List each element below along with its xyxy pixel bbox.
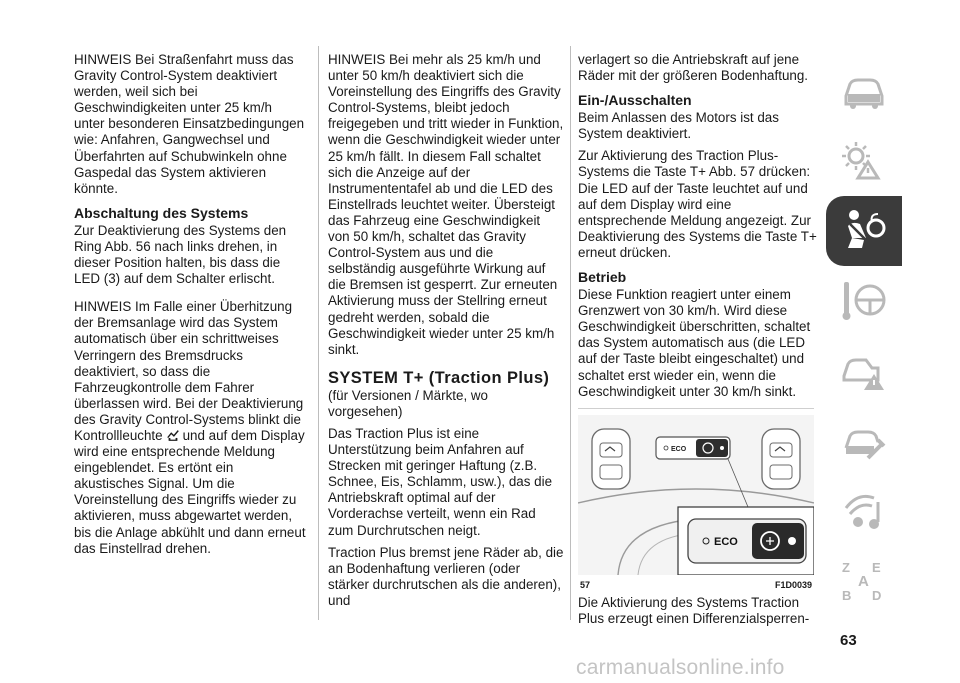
body-paragraph-start: Beim Anlassen des Motors ist das System deaktiviert. bbox=[578, 110, 779, 142]
column-divider-1 bbox=[318, 46, 319, 620]
figure-57 bbox=[578, 408, 814, 595]
note-paragraph-overheat bbox=[74, 299, 306, 557]
section-heading-traction-plus: SYSTEM T+ (Traction Plus) bbox=[328, 368, 550, 387]
chapter-sidebar bbox=[826, 56, 902, 616]
warning-lights-icon bbox=[838, 134, 890, 186]
chapter-tab-multimedia[interactable] bbox=[826, 476, 902, 546]
figure-code: F1D0039 bbox=[774, 579, 812, 590]
chapter-tab-starting-driving[interactable] bbox=[826, 266, 902, 336]
gravity-control-warning-icon bbox=[166, 428, 180, 442]
site-watermark: carmanualsonline.info bbox=[576, 656, 785, 679]
chapter-tab-emergency[interactable] bbox=[826, 336, 902, 406]
svg-text:E: E bbox=[872, 560, 881, 575]
chapter-tab-index[interactable] bbox=[826, 546, 902, 616]
key-steering-icon bbox=[838, 274, 890, 326]
body-paragraph-intro: Das Traction Plus ist eine Unterstützung beim Anfahren auf Strecken mit geringer Haftung (z.B. Schnee, Eis, Schlamm, usw.), das die Antriebskraft optimal auf der Vorderachse verteilt, wenn ein Rad zum Durchrutschen neigt. bbox=[328, 425, 553, 538]
chapter-tab-warning-lights[interactable] bbox=[826, 126, 902, 196]
page-number: 63 bbox=[840, 632, 857, 649]
chapter-tab-maintenance[interactable] bbox=[826, 406, 902, 476]
text-column-3 bbox=[578, 52, 818, 633]
body-paragraph-continued: verlagert so die Antriebskraft auf jene Räder mit der größeren Bodenhaftung. bbox=[578, 52, 809, 84]
note-text-part-2: und auf dem Display wird eine entsprechende Meldung eingeblendet. Es ertönt ein akustisches Signal. Um die Voreinstellung des Eingriffs wieder zu aktivieren, muss abgewartet werden, bis die Anlage abkühlt und dann erneut das Einstellrad drehen. bbox=[74, 427, 306, 556]
traction-button-illustration bbox=[578, 415, 814, 575]
text-column-1 bbox=[74, 52, 306, 563]
svg-text:B: B bbox=[842, 588, 852, 603]
body-paragraph-activation: Zur Aktivierung des Traction Plus-Systems die Taste T+ Abb. 57 drücken: Die LED auf der Taste leuchtet auf und auf dem Display wird eine entsprechende Meldung angezeigt. Zur Deaktivierung des Systems die Taste T+ erneut drücken. bbox=[578, 148, 817, 260]
body-paragraph-braking: Traction Plus bremst jene Räder ab, die an Bodenhaftung verlieren (oder stärker durchrutschen als die anderen), und bbox=[328, 544, 564, 608]
figure-number: 57 bbox=[580, 579, 591, 590]
note-paragraph: HINWEIS Bei Straßenfahrt muss das Gravity Control-System deaktiviert werden, weil sich bei Geschwindigkeiten unter 25 km/h unter besonderen Einsatzbedingungen wie: Anfahren, Gangwechsel und Überfahrten auf Schubwinkeln ohne Gaspedal das System aktivieren könnte. bbox=[74, 52, 305, 196]
section-heading-deactivation: Abschaltung des Systems bbox=[74, 204, 249, 221]
breakdown-icon bbox=[838, 344, 890, 396]
section-heading-operation: Betrieb bbox=[578, 269, 627, 286]
seatbelt-airbag-icon bbox=[838, 204, 890, 256]
chapter-tab-safety[interactable] bbox=[826, 196, 902, 266]
eco-label-small: ECO bbox=[671, 445, 687, 453]
svg-text:Z: Z bbox=[842, 560, 850, 575]
section-heading-on-off: Ein-/Ausschalten bbox=[578, 92, 692, 109]
column-divider-2 bbox=[570, 46, 571, 620]
chapter-tab-car[interactable] bbox=[826, 56, 902, 126]
multimedia-icon bbox=[838, 484, 890, 536]
index-icon bbox=[838, 554, 890, 606]
car-icon bbox=[838, 64, 890, 116]
svg-text:A: A bbox=[858, 573, 869, 590]
eco-label-large: ECO bbox=[714, 535, 738, 548]
note-paragraph-speed: HINWEIS Bei mehr als 25 km/h und unter 50 km/h deaktiviert sich die Voreinstellung des Eingriffs des Gravity Control-Systems, bleibt jedoch freigegeben und tritt wieder in Funktion, wenn die Geschwindigkeit wieder unter 25 km/h fällt. In diesem Fall schaltet sich die Anzeige auf der Instrumententafel ab und die LED des Einstellrads leuchtet weiter. Übersteigt das Fahrzeug eine Geschwindigkeit von 50 km/h, schaltet das Gravity Control-System aus und die selbständig ausgeführte Wirkung auf die Bremsen ist gesperrt. Zur erneuten Aktivierung muss der Stellring erneut gedreht werden, sobald die Geschwindigkeit wieder unter 25 km/h sinkt. bbox=[328, 52, 564, 357]
body-paragraph-differential: Die Aktivierung des Systems Traction Plus erzeugt einen Differenzialsperren- bbox=[578, 594, 810, 626]
text-column-2 bbox=[328, 52, 564, 615]
note-text-part-1: HINWEIS Im Falle einer Überhitzung der Bremsanlage wird das System automatisch über ein schrittweises Verringern des Bremsdrucks deaktiviert, so dass die Fahrzeugkontrolle dem Fahrer überlassen wird. Bei der Deaktivierung des Gravity Control-Systems blinkt die Kontrollleuchte bbox=[74, 299, 304, 443]
body-paragraph: Zur Deaktivierung des Systems den Ring Abb. 56 nach links drehen, in dieser Position halten, bis dass die LED (3) auf dem Schalter erlischt. bbox=[74, 222, 287, 287]
svg-text:D: D bbox=[872, 588, 882, 603]
body-paragraph-operation: Diese Funktion reagiert unter einem Grenzwert von 30 km/h. Wird diese Geschwindigkeit überschritten, schaltet das System automatisch aus (die LED auf der Taste bleibt eingeschaltet) und schaltet erst wieder ein, wenn die Geschwindigkeit unter 30 km/h sinkt. bbox=[578, 287, 811, 399]
versions-note: (für Versionen / Märkte, wo vorgesehen) bbox=[328, 387, 489, 419]
maintenance-icon bbox=[838, 414, 890, 466]
